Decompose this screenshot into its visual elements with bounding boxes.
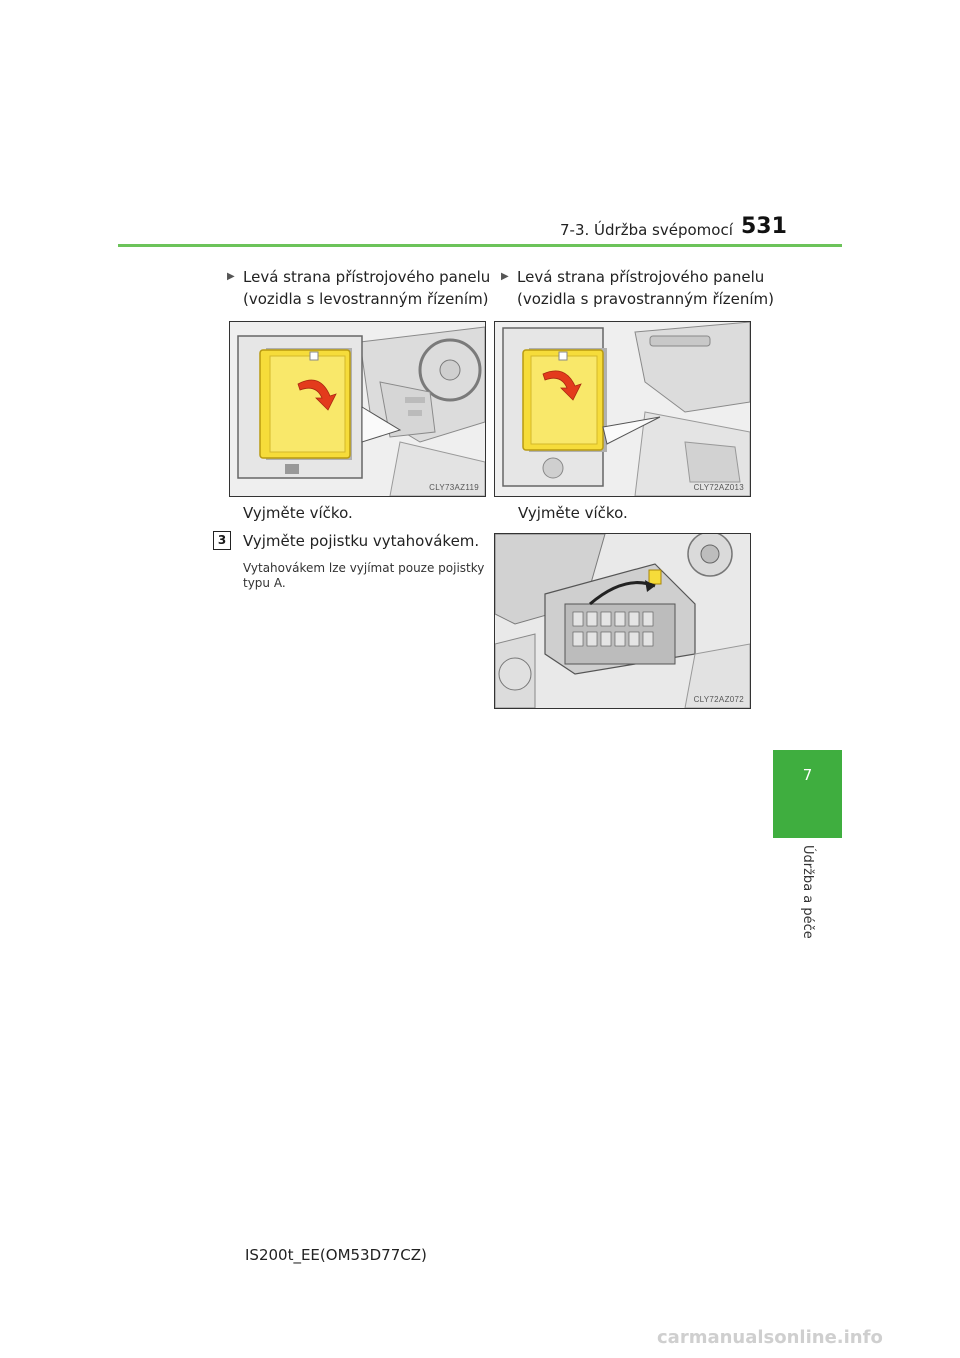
rhd-dashboard-illustration (495, 322, 750, 496)
step-number-badge: 3 (213, 531, 231, 550)
page-number: 531 (741, 214, 787, 239)
step3-text: Vyjměte pojistku vytahovákem. (243, 532, 480, 550)
lhd-dashboard-illustration (230, 322, 485, 496)
left-heading-line2: (vozidla s levostranným řízením) (243, 290, 489, 308)
model-code-footer: IS200t_EE(OM53D77CZ) (245, 1246, 427, 1264)
figure-code: CLY72AZ072 (693, 695, 744, 704)
left-heading-line1: Levá strana přístrojového panelu (243, 268, 491, 286)
chapter-title: Údržba a péče (800, 845, 815, 939)
chapter-tab (773, 750, 842, 838)
figure-code: CLY72AZ013 (693, 483, 744, 492)
step3-note-line1: Vytahovákem lze vyjímat pouze pojistky (243, 561, 485, 575)
bullet-icon: ▶ (227, 271, 235, 282)
right-caption: Vyjměte víčko. (518, 504, 628, 522)
right-heading-line1: Levá strana přístrojového panelu (517, 268, 765, 286)
left-caption: Vyjměte víčko. (243, 504, 353, 522)
header-divider (118, 244, 842, 247)
right-heading-line2: (vozidla s pravostranným řízením) (517, 290, 775, 308)
step3-note-line2: typu A. (243, 576, 286, 590)
bullet-icon: ▶ (501, 271, 509, 282)
step3-note (243, 561, 484, 591)
left-heading (243, 266, 490, 310)
watermark: carmanualsonline.info (657, 1327, 883, 1348)
right-heading (517, 266, 774, 310)
figure-fuse-box (494, 533, 751, 709)
chapter-number: 7 (802, 766, 813, 784)
figure-lhd-cover (229, 321, 486, 497)
figure-rhd-cover (494, 321, 751, 497)
figure-code: CLY73AZ119 (429, 483, 479, 492)
engine-bay-illustration (495, 534, 750, 708)
section-title: 7-3. Údržba svépomocí (560, 221, 733, 239)
